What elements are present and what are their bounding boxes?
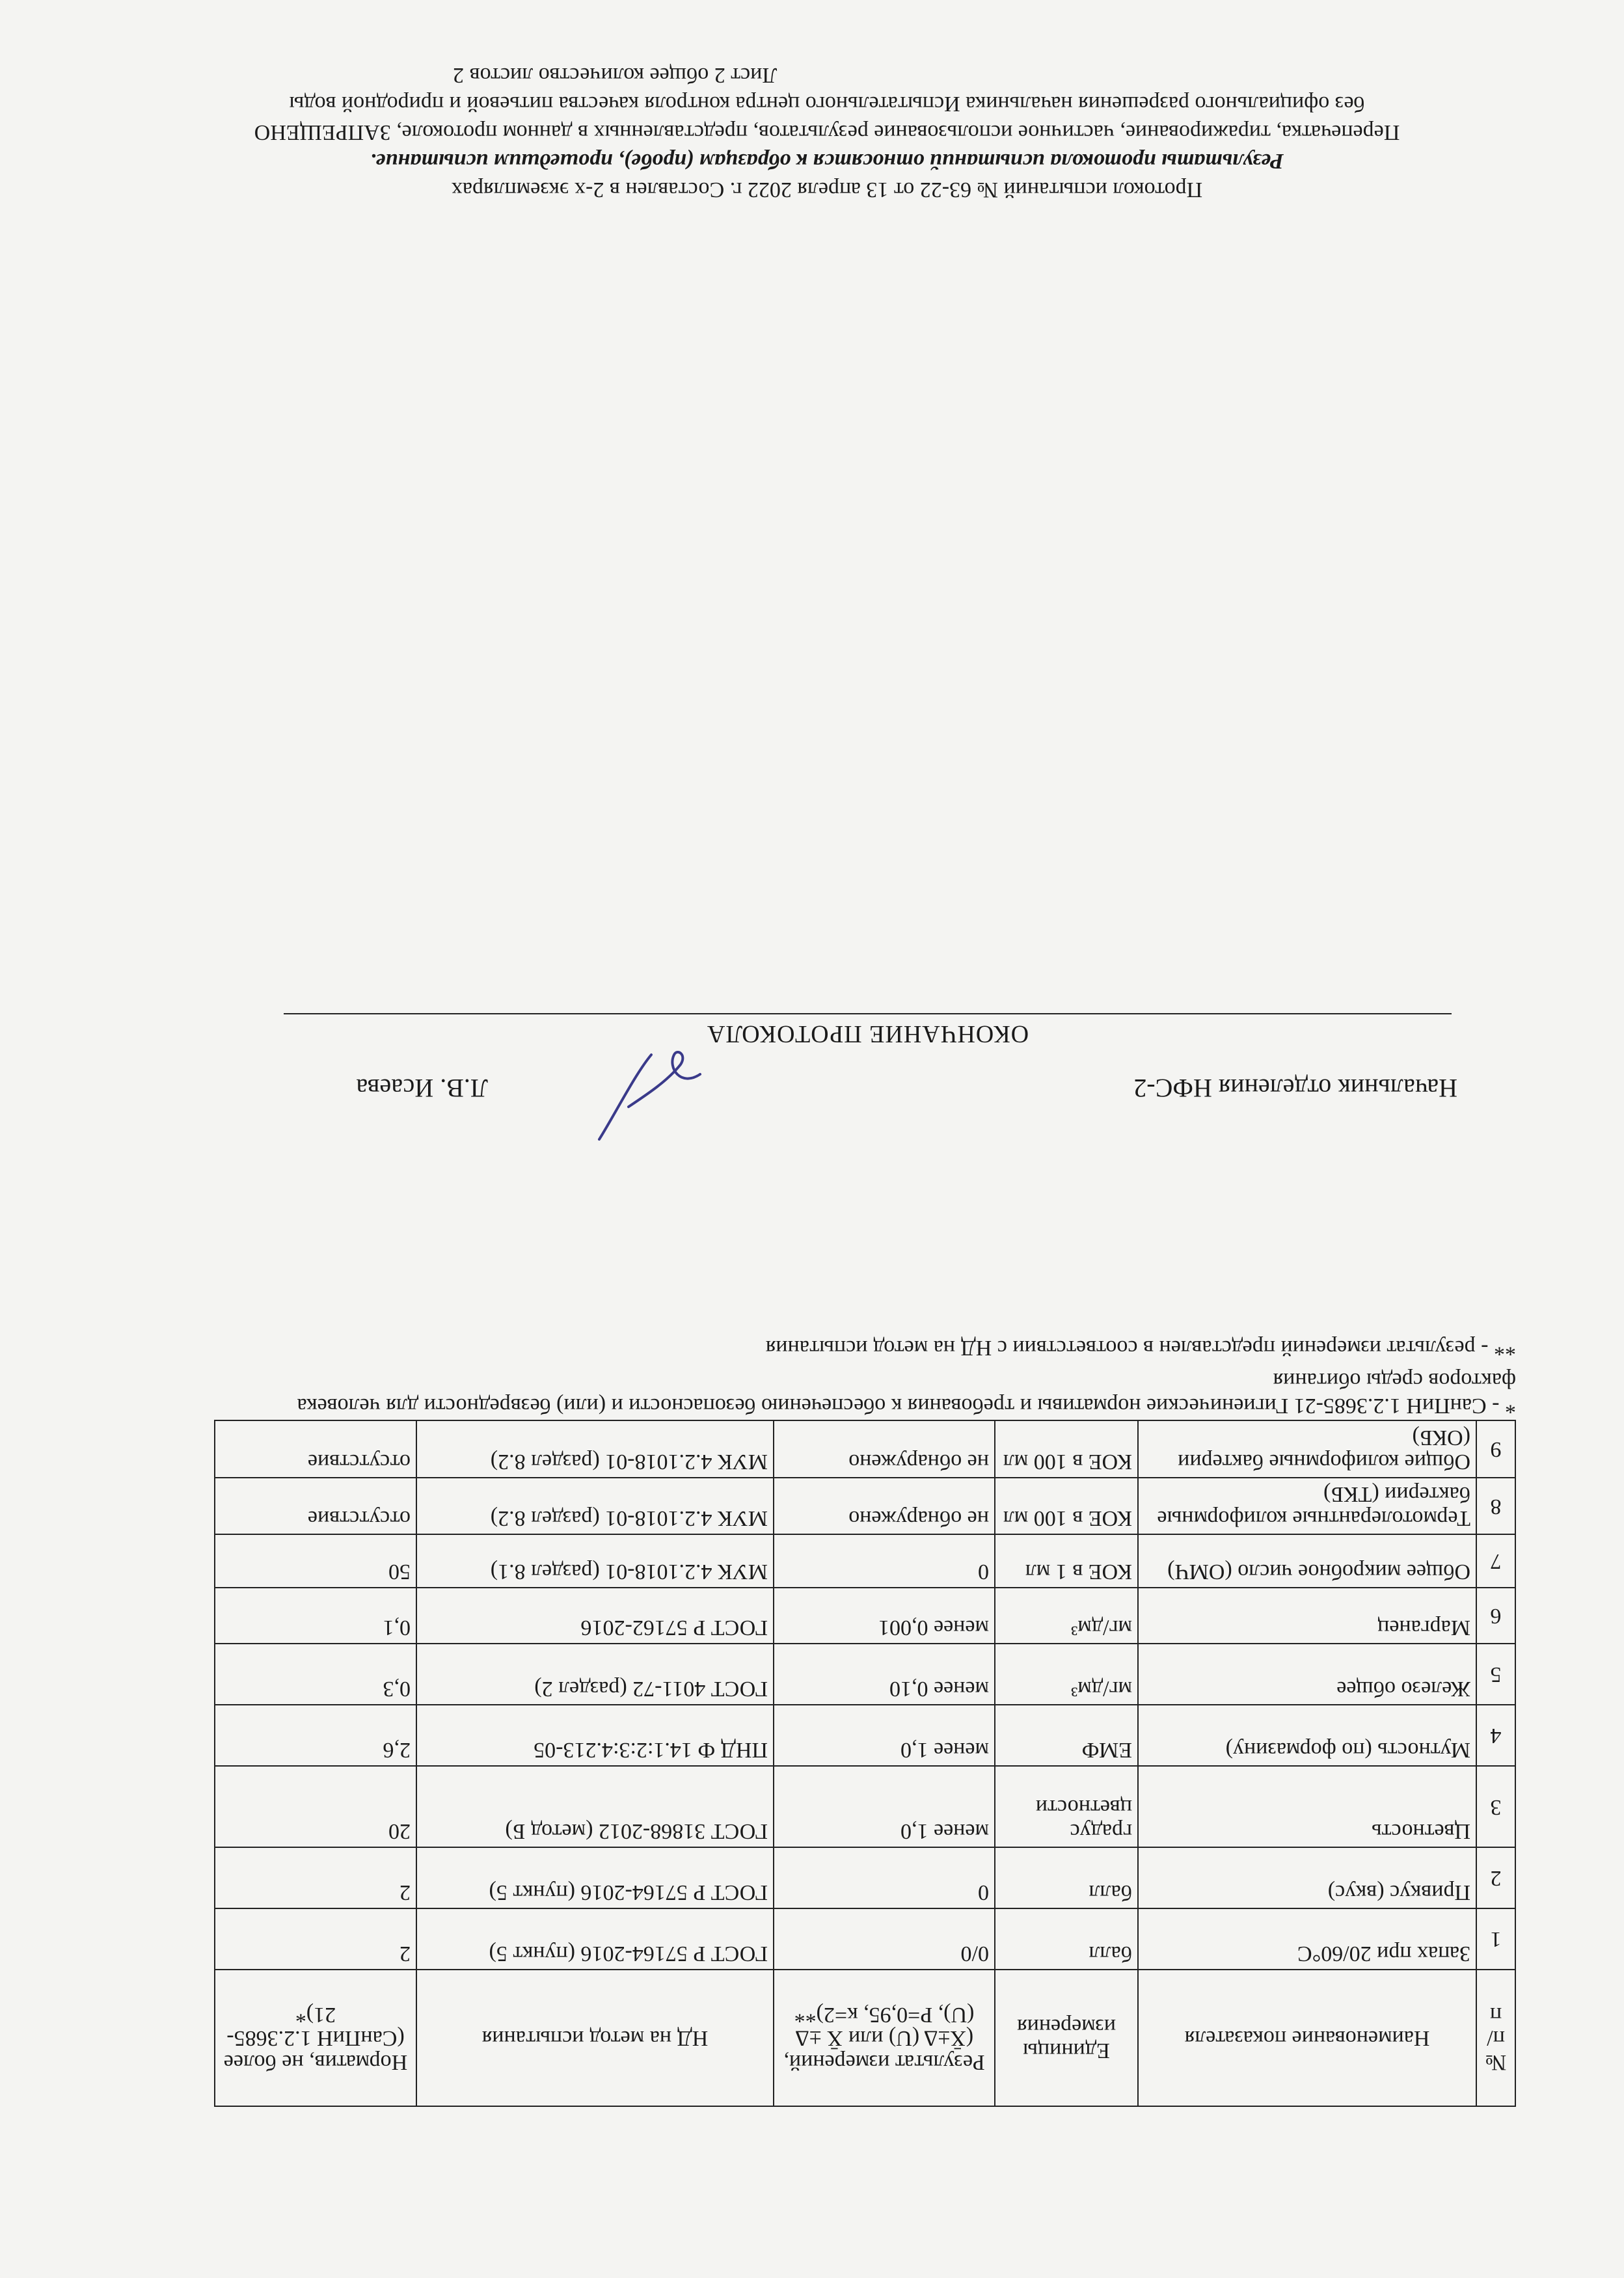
- row-num: 8: [1476, 1478, 1515, 1534]
- row-num: 9: [1476, 1420, 1515, 1477]
- table-row: [215, 1705, 1515, 1766]
- row-norm: 2: [215, 1847, 416, 1908]
- row-units: КОЕ в 100 мл: [995, 1420, 1138, 1477]
- row-units: КОЕ в 1 мл: [995, 1534, 1138, 1588]
- row-num: 4: [1476, 1705, 1515, 1766]
- footer-sheet-count: Лист 2 общее количество листов 2: [453, 63, 778, 87]
- row-result: 0/0: [774, 1908, 995, 1970]
- row-method: ГОСТ 4011-72 (раздел 2): [416, 1644, 774, 1705]
- table-row: [215, 1908, 1515, 1970]
- row-method: ГОСТ Р 57162-2016: [416, 1588, 774, 1644]
- row-method: МУК 4.2.1018-01 (раздел 8.2): [416, 1478, 774, 1534]
- row-method: МУК 4.2.1018-01 (раздел 8.2): [416, 1420, 774, 1477]
- row-name: Термотолерантные колиформные бактерии (ТКБ): [1138, 1478, 1476, 1534]
- table-row: [215, 1644, 1515, 1705]
- row-result: 0: [774, 1534, 995, 1588]
- row-num: 3: [1476, 1766, 1515, 1847]
- row-name: Железо общее: [1138, 1644, 1476, 1705]
- row-norm: 20: [215, 1766, 416, 1847]
- row-num: 7: [1476, 1534, 1515, 1588]
- footer-results-note: Результаты протокола испытаний относятся к образцам (пробе), прошедшим испытание.: [370, 149, 1284, 173]
- row-method: МУК 4.2.1018-01 (раздел 8.1): [416, 1534, 774, 1588]
- row-norm: 0,3: [215, 1644, 416, 1705]
- footnote-double-star: ** - результат измерений представлен в соответствии с НД на метод испытания: [765, 1336, 1516, 1360]
- row-name: Общие колиформные бактерии (ОКБ): [1138, 1420, 1476, 1477]
- row-result: 0: [774, 1847, 995, 1908]
- table-row: [215, 1847, 1515, 1908]
- footer-permission-note: без официального разрешения начальника Испытательного центра контроля качества питьевой и природной воды: [289, 92, 1365, 116]
- header-norm: Норматив, не более (СанПиН 1.2.3685-21)*: [215, 1970, 416, 2106]
- row-method: ГОСТ Р 57164-2016 (пункт 5): [416, 1847, 774, 1908]
- handwritten-signature: [583, 1035, 713, 1152]
- row-result: менее 1,0: [774, 1766, 995, 1847]
- row-method: ПНД Ф 14.1:2:3:4.213-05: [416, 1705, 774, 1766]
- protocol-end-divider: [284, 1013, 1452, 1014]
- row-norm: 50: [215, 1534, 416, 1588]
- table-row: [215, 1588, 1515, 1644]
- footnote-star: * - СанПиН 1.2.3685-21 Гигиенические нормативы и требования к обеспечению безопасности и (или) безвредности для человека факторов среды обитания: [297, 1368, 1516, 1418]
- row-result: менее 0,001: [774, 1588, 995, 1644]
- signatory-title: Начальник отделения НФС-2: [1133, 1074, 1457, 1103]
- footer-protocol-line: Протокол испытаний № 63-22 от 13 апреля 2022 г. Составлен в 2-х экземплярах: [451, 178, 1203, 202]
- row-name: Общее микробное число (ОМЧ): [1138, 1534, 1476, 1588]
- row-method: ГОСТ Р 57164-2016 (пункт 5): [416, 1908, 774, 1970]
- signatory-name: Л.В. Исаева: [356, 1074, 488, 1103]
- protocol-end-text: ОКОНЧАНИЕ ПРОТОКОЛА: [706, 1020, 1029, 1048]
- row-num: 5: [1476, 1644, 1515, 1705]
- row-method: ГОСТ 31868-2012 (метод Б): [416, 1766, 774, 1847]
- row-name: Запах при 20/60°С: [1138, 1908, 1476, 1970]
- table-header-row: [215, 1970, 1515, 2106]
- row-norm: 0,1: [215, 1588, 416, 1644]
- results-table: [214, 1420, 1516, 2107]
- header-method: НД на метод испытания: [416, 1970, 774, 2106]
- row-units: градус цветности: [995, 1766, 1138, 1847]
- row-norm: 2,6: [215, 1705, 416, 1766]
- table-row: [215, 1534, 1515, 1588]
- table-row: [215, 1420, 1515, 1477]
- row-num: 1: [1476, 1908, 1515, 1970]
- row-name: Привкус (вкус): [1138, 1847, 1476, 1908]
- row-units: мг/дм³: [995, 1644, 1138, 1705]
- row-norm: отсутствие: [215, 1420, 416, 1477]
- header-result: Результат измерений, (X̄±Δ (U) или X̄ ±Δ (U), P=0,95, к=2)**: [774, 1970, 995, 2106]
- row-norm: отсутствие: [215, 1478, 416, 1534]
- row-num: 6: [1476, 1588, 1515, 1644]
- table-row: [215, 1478, 1515, 1534]
- table-row: [215, 1766, 1515, 1847]
- row-units: мг/дм³: [995, 1588, 1138, 1644]
- row-units: балл: [995, 1847, 1138, 1908]
- row-units: ЕМФ: [995, 1705, 1138, 1766]
- row-name: Цветность: [1138, 1766, 1476, 1847]
- row-result: менее 0,10: [774, 1644, 995, 1705]
- row-num: 2: [1476, 1847, 1515, 1908]
- row-result: не обнаружено: [774, 1420, 995, 1477]
- row-units: КОЕ в 100 мл: [995, 1478, 1138, 1534]
- footer-copy-restriction: Перепечатка, тиражирование, частичное использование результатов, представленных в данном протоколе, ЗАПРЕЩЕНО: [254, 120, 1400, 144]
- header-name: Наименование показателя: [1138, 1970, 1476, 2106]
- row-units: балл: [995, 1908, 1138, 1970]
- header-num: № п/п: [1476, 1970, 1515, 2106]
- row-norm: 2: [215, 1908, 416, 1970]
- row-name: Мутность (по формазину): [1138, 1705, 1476, 1766]
- header-units: Единицы измерения: [995, 1970, 1138, 2106]
- row-result: менее 1,0: [774, 1705, 995, 1766]
- row-result: не обнаружено: [774, 1478, 995, 1534]
- row-name: Марганец: [1138, 1588, 1476, 1644]
